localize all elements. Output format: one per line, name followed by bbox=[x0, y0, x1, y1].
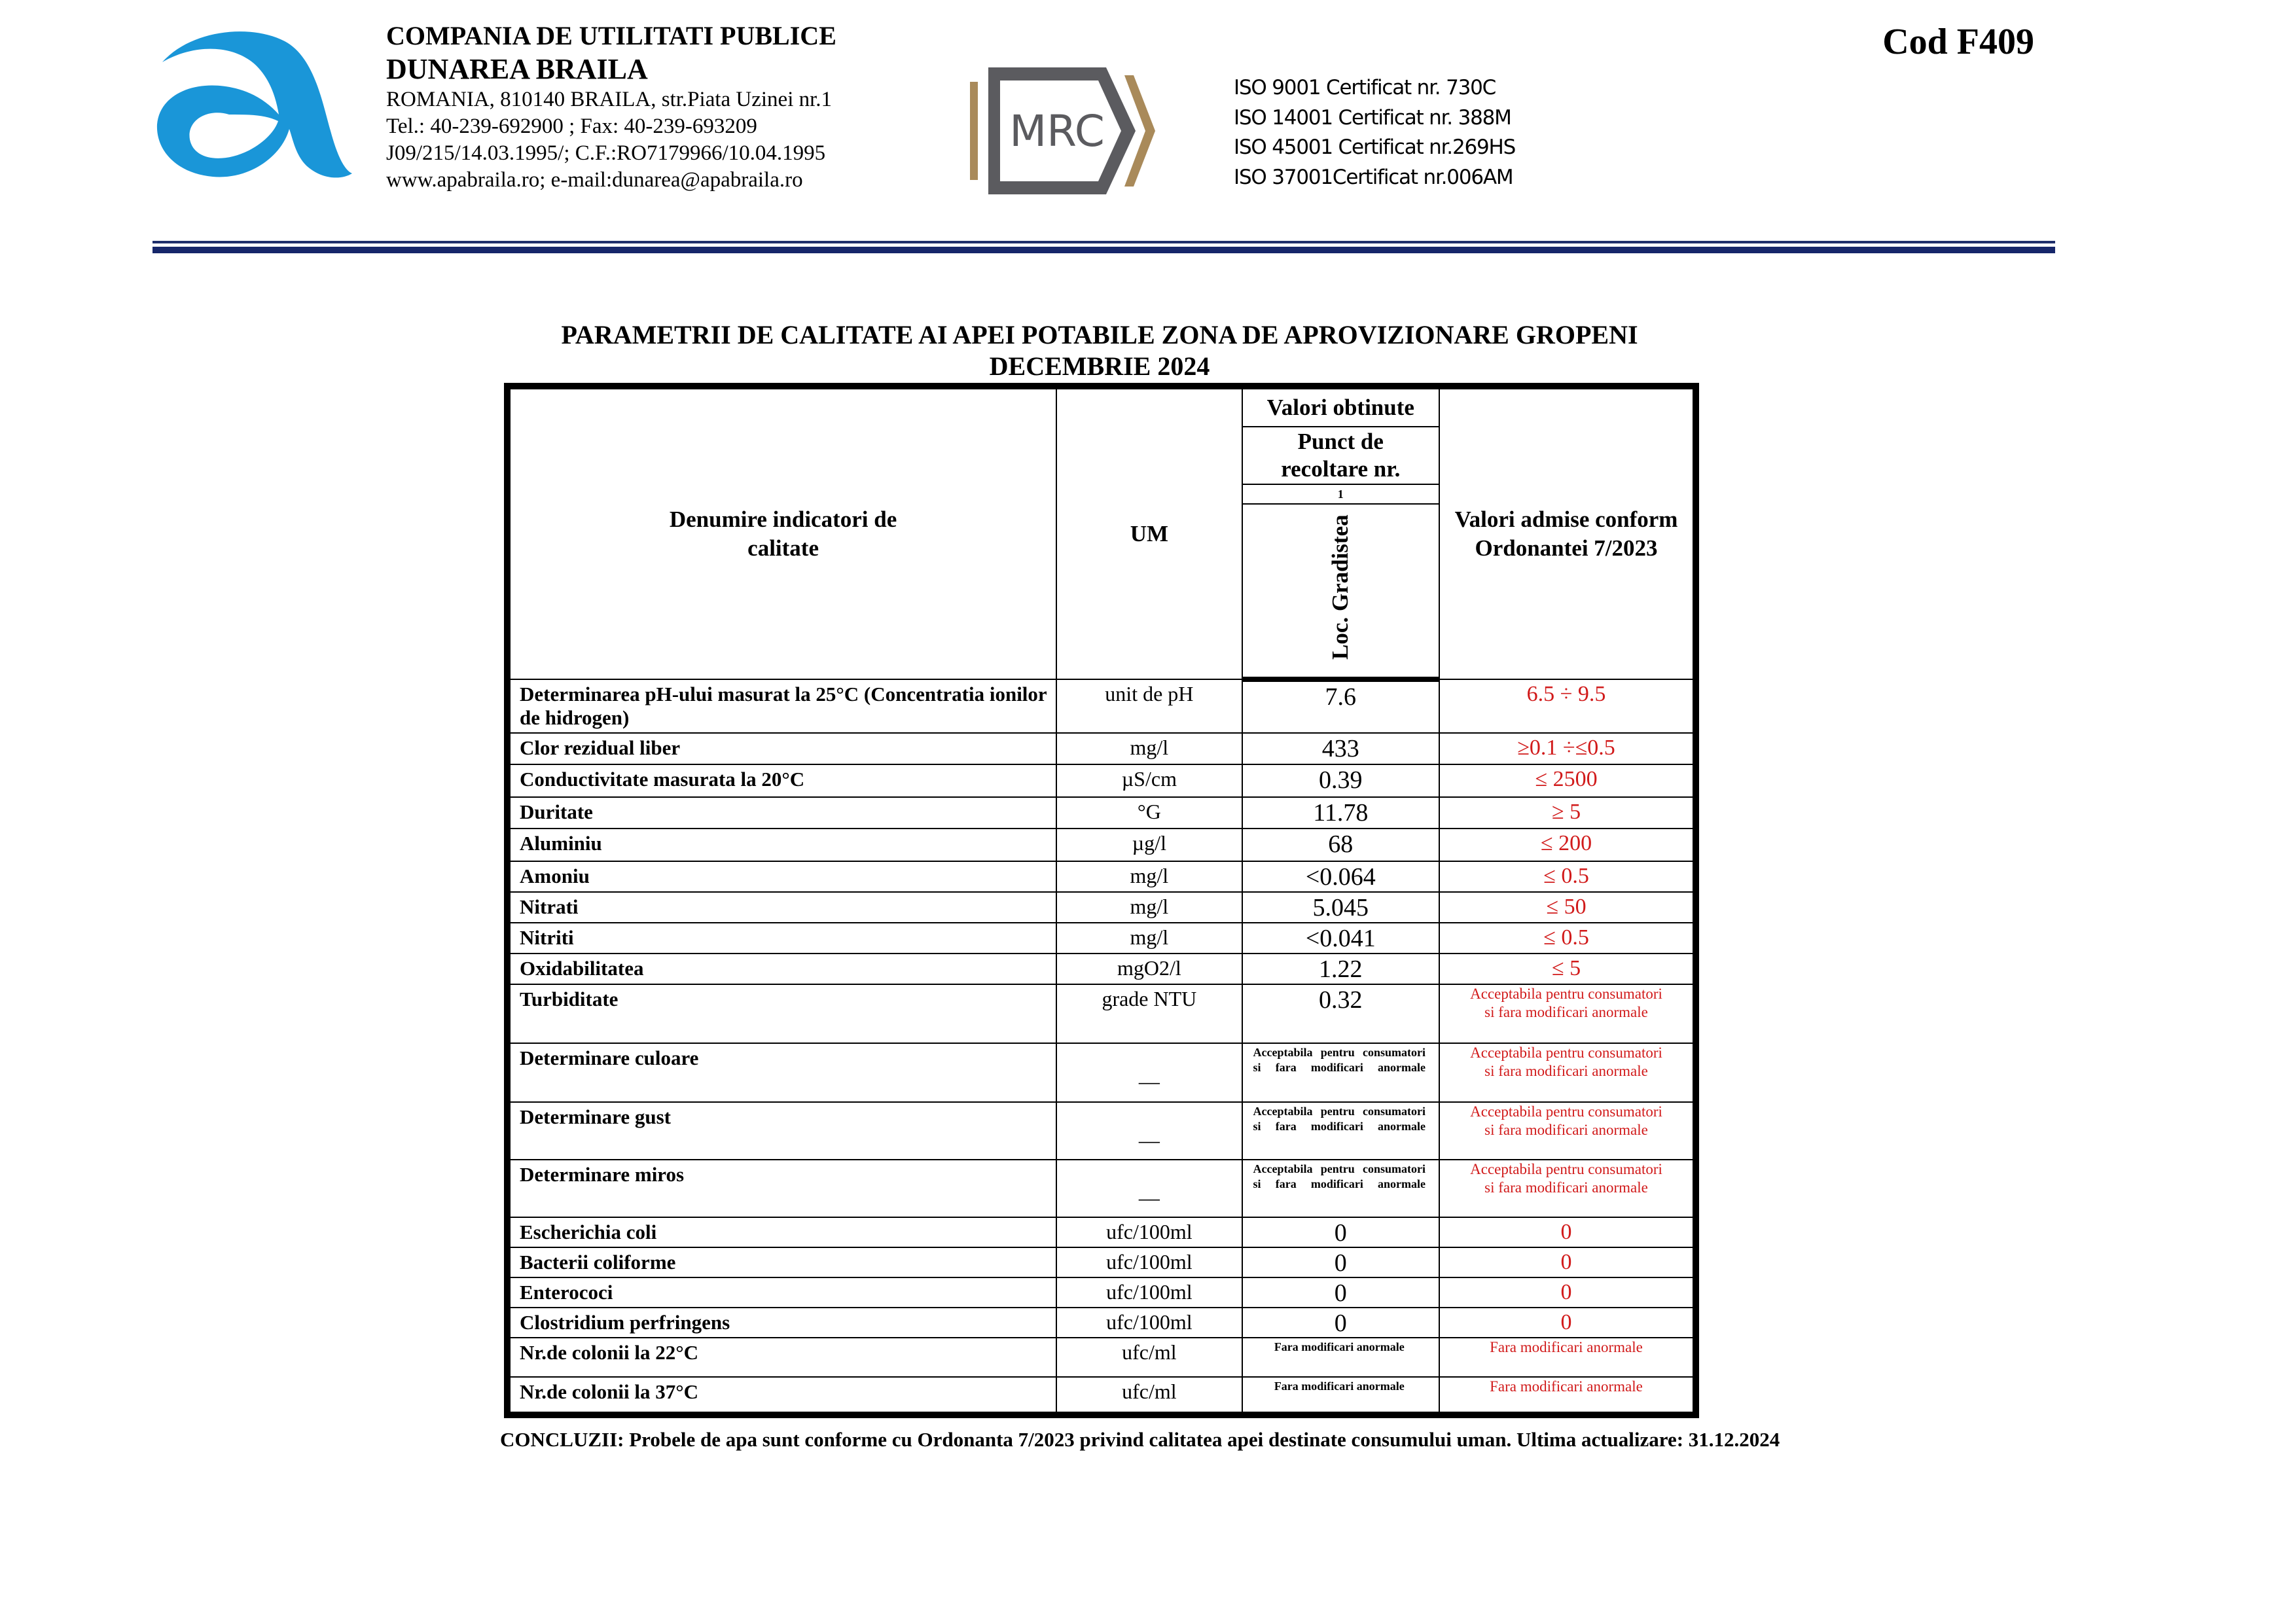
indicator-name: Duritate bbox=[507, 797, 1056, 829]
um-text: mg/l bbox=[1130, 736, 1169, 759]
iso-certificates bbox=[1234, 73, 1515, 192]
indicator-name: Conductivitate masurata la 20°C bbox=[507, 764, 1056, 797]
indicator-name: Amoniu bbox=[507, 861, 1056, 892]
iso-line: ISO 9001 Certificat nr. 730C bbox=[1234, 76, 1496, 99]
indicator-limit: Fara modificari anormale bbox=[1439, 1338, 1696, 1377]
indicator-value: Acceptabila pentru consumatori si fara modificari anormale bbox=[1242, 1102, 1439, 1160]
logo-wave-shape bbox=[157, 31, 352, 177]
table-row bbox=[507, 954, 1696, 984]
header-indicator-name: Denumire indicatori de calitate bbox=[507, 386, 1056, 679]
indicator-value: Fara modificari anormale bbox=[1242, 1377, 1439, 1415]
indicator-limit: ≤ 5 bbox=[1439, 954, 1696, 984]
indicator-um bbox=[1056, 1043, 1242, 1102]
indicator-value: <0.064 bbox=[1242, 861, 1439, 892]
table-row bbox=[507, 733, 1696, 764]
indicator-um bbox=[1056, 892, 1242, 923]
indicator-name: Bacterii coliforme bbox=[507, 1247, 1056, 1277]
indicator-limit: ≤ 2500 bbox=[1439, 764, 1696, 797]
quality-parameters-table bbox=[504, 383, 1699, 1418]
iso-line: ISO 14001 Certificat nr. 388M bbox=[1234, 105, 1511, 130]
report-title bbox=[419, 319, 1780, 382]
company-name-line1: COMPANIA DE UTILITATI PUBLICE bbox=[386, 21, 836, 50]
indicator-value: 11.78 bbox=[1242, 797, 1439, 829]
indicator-um bbox=[1056, 861, 1242, 892]
indicator-value: 0 bbox=[1242, 1277, 1439, 1308]
indicator-um bbox=[1056, 1247, 1242, 1277]
table-row bbox=[507, 984, 1696, 1043]
indicator-limit: 0 bbox=[1439, 1277, 1696, 1308]
mrc-gray-left-bar bbox=[988, 67, 1000, 194]
table-row bbox=[507, 679, 1696, 733]
iso-line: ISO 45001 Certificat nr.269HS bbox=[1234, 135, 1516, 159]
table-row bbox=[507, 861, 1696, 892]
indicator-value: 0.32 bbox=[1242, 984, 1439, 1043]
company-info bbox=[386, 20, 836, 194]
indicator-name: Oxidabilitatea bbox=[507, 954, 1056, 984]
um-text: ufc/ml bbox=[1122, 1380, 1177, 1403]
mrc-certification-logo bbox=[969, 62, 1155, 200]
mrc-text: MRC bbox=[1009, 106, 1105, 156]
indicator-limit: 6.5 ÷ 9.5 bbox=[1439, 679, 1696, 733]
table-row bbox=[507, 1277, 1696, 1308]
indicator-name: Clor rezidual liber bbox=[507, 733, 1056, 764]
um-text: °G bbox=[1137, 800, 1161, 823]
indicator-name: Nr.de colonii la 22°C bbox=[507, 1338, 1056, 1377]
indicator-name: Determinare miros bbox=[507, 1160, 1056, 1217]
indicator-um bbox=[1056, 679, 1242, 733]
table-row bbox=[507, 764, 1696, 797]
indicator-um bbox=[1056, 733, 1242, 764]
indicator-um bbox=[1056, 954, 1242, 984]
um-text: ufc/100ml bbox=[1106, 1280, 1193, 1304]
indicator-limit: Acceptabila pentru consumatori si fara modificari anormale bbox=[1439, 1160, 1696, 1217]
indicator-name: Nitrati bbox=[507, 892, 1056, 923]
header-rule-thick bbox=[152, 247, 2055, 253]
company-name-line2: DUNAREA BRAILA bbox=[386, 53, 648, 85]
um-text: — bbox=[1138, 1186, 1160, 1209]
indicator-limit: 0 bbox=[1439, 1247, 1696, 1277]
um-text: µg/l bbox=[1132, 831, 1166, 855]
table-row bbox=[507, 1102, 1696, 1160]
indicator-um bbox=[1056, 1102, 1242, 1160]
indicator-value: Fara modificari anormale bbox=[1242, 1338, 1439, 1377]
indicator-name: Turbiditate bbox=[507, 984, 1056, 1043]
table-row bbox=[507, 1160, 1696, 1217]
company-phone: Tel.: 40-239-692900 ; Fax: 40-239-693209 bbox=[386, 115, 757, 138]
indicator-value: 433 bbox=[1242, 733, 1439, 764]
indicator-limit: Acceptabila pentru consumatori si fara modificari anormale bbox=[1439, 1043, 1696, 1102]
indicator-um bbox=[1056, 1377, 1242, 1415]
header-rule-thin bbox=[152, 241, 2055, 243]
table-row bbox=[507, 923, 1696, 954]
indicator-name: Determinarea pH-ului masurat la 25°C (Concentratia ionilor de hidrogen) bbox=[507, 679, 1056, 733]
indicator-value: 7.6 bbox=[1242, 679, 1439, 733]
indicator-value: 0 bbox=[1242, 1247, 1439, 1277]
um-text: unit de pH bbox=[1105, 682, 1194, 705]
table-row bbox=[507, 797, 1696, 829]
indicator-um bbox=[1056, 1308, 1242, 1338]
iso-line: ISO 37001Certificat nr.006AM bbox=[1234, 165, 1513, 189]
table-row bbox=[507, 1338, 1696, 1377]
indicator-name: Determinare culoare bbox=[507, 1043, 1056, 1102]
indicator-name: Clostridium perfringens bbox=[507, 1308, 1056, 1338]
indicator-um bbox=[1056, 829, 1242, 861]
table-row bbox=[507, 829, 1696, 861]
indicator-value: 1.22 bbox=[1242, 954, 1439, 984]
header-point-number: 1 bbox=[1242, 484, 1439, 504]
indicator-limit: ≥ 5 bbox=[1439, 797, 1696, 829]
um-text: mgO2/l bbox=[1117, 956, 1181, 980]
header-sampling-point: Punct de recoltare nr. bbox=[1242, 427, 1439, 484]
table-row bbox=[507, 1217, 1696, 1247]
indicator-um bbox=[1056, 1338, 1242, 1377]
indicator-name: Enterococi bbox=[507, 1277, 1056, 1308]
title-line2: DECEMBRIE 2024 bbox=[989, 351, 1210, 381]
table-row bbox=[507, 1377, 1696, 1415]
indicator-name: Determinare gust bbox=[507, 1102, 1056, 1160]
indicator-um bbox=[1056, 1160, 1242, 1217]
header-values-obtained: Valori obtinute bbox=[1242, 386, 1439, 427]
indicator-um bbox=[1056, 923, 1242, 954]
indicator-name: Escherichia coli bbox=[507, 1217, 1056, 1247]
header-admitted-values: Valori admise conform Ordonantei 7/2023 bbox=[1439, 386, 1696, 679]
um-text: mg/l bbox=[1130, 864, 1169, 887]
indicator-limit: ≤ 200 bbox=[1439, 829, 1696, 861]
indicator-value: 0 bbox=[1242, 1217, 1439, 1247]
indicator-limit: 0 bbox=[1439, 1217, 1696, 1247]
indicator-name: Aluminiu bbox=[507, 829, 1056, 861]
indicator-value: 68 bbox=[1242, 829, 1439, 861]
indicator-name: Nr.de colonii la 37°C bbox=[507, 1377, 1056, 1415]
table-row bbox=[507, 1247, 1696, 1277]
company-web: www.apabraila.ro; e-mail:dunarea@apabraila.ro bbox=[386, 168, 803, 192]
conclusion-text: CONCLUZII: Probele de apa sunt conforme cu Ordonanta 7/2023 privind calitatea apei destinate consumului uman. Ultima actualizare: 31.12.2024 bbox=[500, 1428, 1780, 1451]
indicator-value: <0.041 bbox=[1242, 923, 1439, 954]
indicator-um bbox=[1056, 764, 1242, 797]
um-text: ufc/100ml bbox=[1106, 1220, 1193, 1243]
indicator-um bbox=[1056, 1277, 1242, 1308]
indicator-value: Acceptabila pentru consumatori si fara modificari anormale bbox=[1242, 1043, 1439, 1102]
document-code: Cod F409 bbox=[1882, 22, 2034, 62]
title-line1: PARAMETRII DE CALITATE AI APEI POTABILE ZONA DE APROVIZIONARE GROPENI bbox=[561, 320, 1638, 349]
indicator-value: 5.045 bbox=[1242, 892, 1439, 923]
um-text: ufc/100ml bbox=[1106, 1250, 1193, 1274]
header-um: UM bbox=[1056, 386, 1242, 679]
company-address: ROMANIA, 810140 BRAILA, str.Piata Uzinei nr.1 bbox=[386, 88, 833, 111]
um-text: mg/l bbox=[1130, 925, 1169, 949]
indicator-um bbox=[1056, 984, 1242, 1043]
indicator-um bbox=[1056, 797, 1242, 829]
um-text: ufc/ml bbox=[1122, 1340, 1177, 1364]
indicator-limit: ≥0.1 ÷≤0.5 bbox=[1439, 733, 1696, 764]
company-registry: J09/215/14.03.1995/; C.F.:RO7179966/10.04.1995 bbox=[386, 141, 826, 165]
header-location bbox=[1242, 504, 1439, 679]
table-row bbox=[507, 1308, 1696, 1338]
indicator-limit: 0 bbox=[1439, 1308, 1696, 1338]
um-text: — bbox=[1138, 1069, 1160, 1093]
um-text: — bbox=[1138, 1128, 1160, 1152]
indicator-um bbox=[1056, 1217, 1242, 1247]
table-row bbox=[507, 1043, 1696, 1102]
indicator-limit: Acceptabila pentru consumatori si fara modificari anormale bbox=[1439, 1102, 1696, 1160]
location-label: Loc. Gradistea bbox=[1327, 514, 1354, 660]
um-text: mg/l bbox=[1130, 895, 1169, 918]
indicator-limit: ≤ 0.5 bbox=[1439, 923, 1696, 954]
indicator-value: 0 bbox=[1242, 1308, 1439, 1338]
indicator-value: Acceptabila pentru consumatori si fara modificari anormale bbox=[1242, 1160, 1439, 1217]
mrc-gold-bracket bbox=[970, 82, 978, 180]
indicator-limit: ≤ 0.5 bbox=[1439, 861, 1696, 892]
indicator-limit: Acceptabila pentru consumatori si fara modificari anormale bbox=[1439, 984, 1696, 1043]
um-text: grade NTU bbox=[1102, 987, 1197, 1010]
um-text: µS/cm bbox=[1121, 767, 1177, 791]
um-text: ufc/100ml bbox=[1106, 1310, 1193, 1334]
company-logo bbox=[151, 16, 353, 187]
indicator-name: Nitriti bbox=[507, 923, 1056, 954]
table-row bbox=[507, 892, 1696, 923]
indicator-limit: Fara modificari anormale bbox=[1439, 1377, 1696, 1415]
indicator-value: 0.39 bbox=[1242, 764, 1439, 797]
indicator-limit: ≤ 50 bbox=[1439, 892, 1696, 923]
